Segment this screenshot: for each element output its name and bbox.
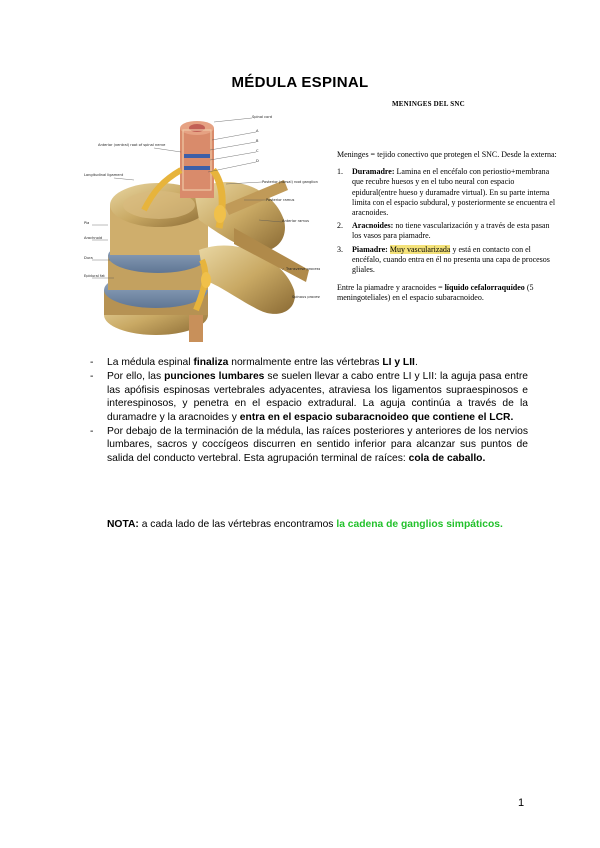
svg-text:C: C bbox=[256, 149, 259, 153]
bullet-item-2: - Por ello, las punciones lumbares se suelen llevar a cabo entre LI y LII: la aguja pasa entre las apófisis espinosas vertebrales adyacentes, atraviesa los ligamentos supraespinosos e interespinosos, y penetra en el espacio extradural. La aguja continúa a través de la duramadre y la aracnoides y entra en el espacio subaracnoideo que contiene el LCR. bbox=[90, 371, 528, 423]
bullet-item-3: - Por debajo de la terminación de la médula, las raíces posteriores y anteriores de los nervios lumbares, sacros y coccígeos discurren en sentido inferior para alcanzar sus puntos de salida del conducto vertebral. Esta agrupación terminal de raíces: cola de caballo. bbox=[90, 426, 528, 464]
page-title: MÉDULA ESPINAL bbox=[231, 74, 369, 91]
highlight-text: Muy vascularizada bbox=[389, 244, 451, 254]
svg-text:A: A bbox=[256, 129, 259, 133]
label-short-4: Epidural fat bbox=[84, 274, 105, 278]
meninges-outro: Entre la piamadre y aracnoides = líquido cefalorraquídeo (5 meningoteliales) en el espacio subaracnoideo. bbox=[337, 283, 534, 303]
bullet-item-1: - La médula espinal finaliza normalmente entre las vértebras LI y LII. bbox=[90, 357, 418, 368]
label-short-3: Dura bbox=[84, 256, 93, 260]
meninges-item-duramadre: 1. Duramadre: Lamina en el encéfalo con periostio+membrana que recubre huesos y en el tubo neural con espacio epidural(entre hueso y duramadre virtual). En su parte interna limita con el espacio subdural, y posteriormente se encuentra el aracnoides. bbox=[337, 167, 556, 218]
svg-text:D: D bbox=[256, 159, 259, 163]
meninges-list bbox=[337, 167, 557, 275]
label-spinous-process: Spinous process bbox=[292, 295, 320, 299]
spine-anatomy-figure bbox=[84, 110, 320, 346]
spine-illustration bbox=[84, 110, 320, 346]
spinal-cord-shape bbox=[180, 128, 214, 198]
meninges-item-piamadre: 3. Piamadre: Muy vascularizada y está en contacto con el encéfalo, cuando entra en él no presenta una capa de procesos gliales. bbox=[337, 244, 550, 275]
label-spinal-cord: Spinal cord bbox=[252, 115, 273, 119]
meninges-notes bbox=[337, 150, 557, 311]
meninges-intro: Meninges = tejido conectivo que protegen el SNC. Desde la externa: bbox=[337, 150, 557, 159]
main-bullet-list bbox=[90, 356, 528, 466]
meninges-item-aracnoides: 2. Aracnoides: no tiene vascularización y a través de esta pasan los vasos para piamadre. bbox=[337, 221, 550, 241]
label-anterior-ramus: Anterior ramus bbox=[282, 219, 309, 223]
page-number: 1 bbox=[518, 797, 525, 809]
label-posterior-ramus: Posterior ramus bbox=[266, 198, 295, 202]
meninges-heading: MENINGES DEL SNC bbox=[392, 100, 465, 108]
label-longitudinal-lig: Longitudinal ligament bbox=[84, 173, 124, 177]
label-posterior-root: Posterior (dorsal) root ganglion bbox=[262, 180, 318, 184]
dorsal-root-ganglion bbox=[214, 205, 226, 223]
label-transverse-process: Transverse process bbox=[286, 267, 320, 271]
nota-label: NOTA: bbox=[107, 519, 139, 530]
label-anterior-root: Anterior (ventral) root of spinal nerve bbox=[98, 143, 166, 147]
nota-paragraph: NOTA: a cada lado de las vértebras encontramos la cadena de ganglios simpáticos. bbox=[107, 519, 503, 530]
nota-green-text: la cadena de ganglios simpáticos. bbox=[336, 519, 503, 530]
svg-text:B: B bbox=[256, 139, 259, 143]
label-short-2: Arachnoid bbox=[84, 236, 103, 240]
label-short-1: Pia bbox=[84, 221, 90, 225]
